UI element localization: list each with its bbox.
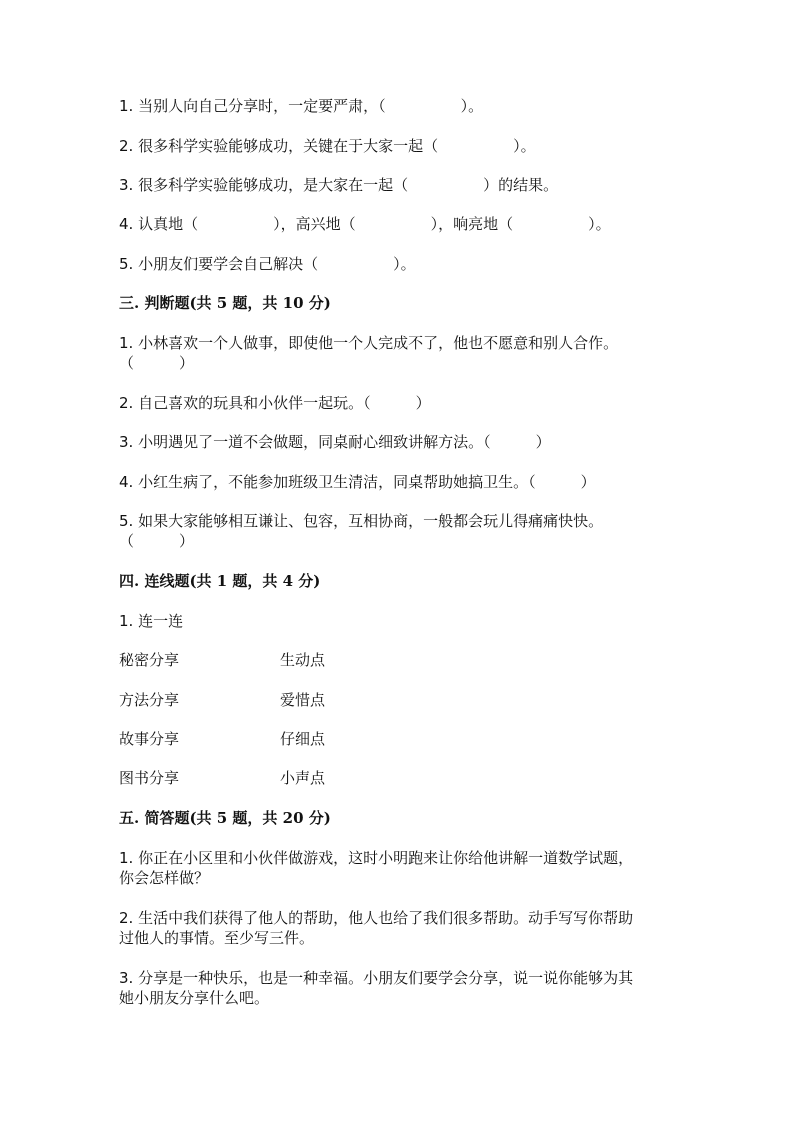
matching-right-item: 仔细点 <box>280 730 326 748</box>
fill-blank-question-4: 4. 认真地（ ），高兴地（ ），响亮地（ ）。 <box>119 215 611 233</box>
short-answer-question-2-line-1: 2. 生活中我们获得了他人的帮助，他人也给了我们很多帮助。动手写写你帮助 <box>119 909 634 927</box>
judgement-question-5: 5. 如果大家能够相互谦让、包容，互相协商，一般都会玩儿得痛痛快快。 <box>119 512 604 530</box>
judgement-question-2: 2. 自己喜欢的玩具和小伙伴一起玩。（ ） <box>119 394 431 412</box>
section-title-matching: 四. 连线题(共 1 题，共 4 分) <box>119 572 321 590</box>
matching-left-item: 故事分享 <box>119 730 180 748</box>
fill-blank-question-2: 2. 很多科学实验能够成功，关键在于大家一起（ ）。 <box>119 137 536 155</box>
matching-left-item: 秘密分享 <box>119 651 180 669</box>
fill-blank-question-1: 1. 当别人向自己分享时，一定要严肃，（ ）。 <box>119 97 484 115</box>
section-title-short-answer: 五. 简答题(共 5 题，共 20 分) <box>119 809 331 827</box>
matching-right-item: 小声点 <box>280 769 326 787</box>
matching-right-item: 爱惜点 <box>280 691 326 709</box>
short-answer-question-1-line-2: 你会怎样做？ <box>119 869 210 887</box>
judgement-question-1: 1. 小林喜欢一个人做事，即使他一个人完成不了，他也不愿意和别人合作。 <box>119 334 619 352</box>
matching-left-item: 方法分享 <box>119 691 180 709</box>
judgement-question-3: 3. 小明遇见了一道不会做题，同桌耐心细致讲解方法。（ ） <box>119 433 551 451</box>
short-answer-question-3-line-1: 3. 分享是一种快乐，也是一种幸福。小朋友们要学会分享，说一说你能够为其 <box>119 969 634 987</box>
judgement-answer-paren-5: （ ） <box>119 532 195 550</box>
fill-blank-question-3: 3. 很多科学实验能够成功，是大家在一起（ ）的结果。 <box>119 176 559 194</box>
matching-question-1: 1. 连一连 <box>119 612 184 630</box>
section-title-judgement: 三. 判断题(共 5 题，共 10 分) <box>119 294 331 312</box>
matching-right-item: 生动点 <box>280 651 326 669</box>
short-answer-question-3-line-2: 她小朋友分享什么吧。 <box>119 989 270 1007</box>
short-answer-question-2-line-2: 过他人的事情。至少写三件。 <box>119 929 315 947</box>
judgement-question-4: 4. 小红生病了，不能参加班级卫生清洁，同桌帮助她搞卫生。（ ） <box>119 473 596 491</box>
judgement-answer-paren-1: （ ） <box>119 354 195 372</box>
matching-left-item: 图书分享 <box>119 769 180 787</box>
short-answer-question-1-line-1: 1. 你正在小区里和小伙伴做游戏，这时小明跑来让你给他讲解一道数学试题， <box>119 849 634 867</box>
fill-blank-question-5: 5. 小朋友们要学会自己解决（ ）。 <box>119 255 416 273</box>
